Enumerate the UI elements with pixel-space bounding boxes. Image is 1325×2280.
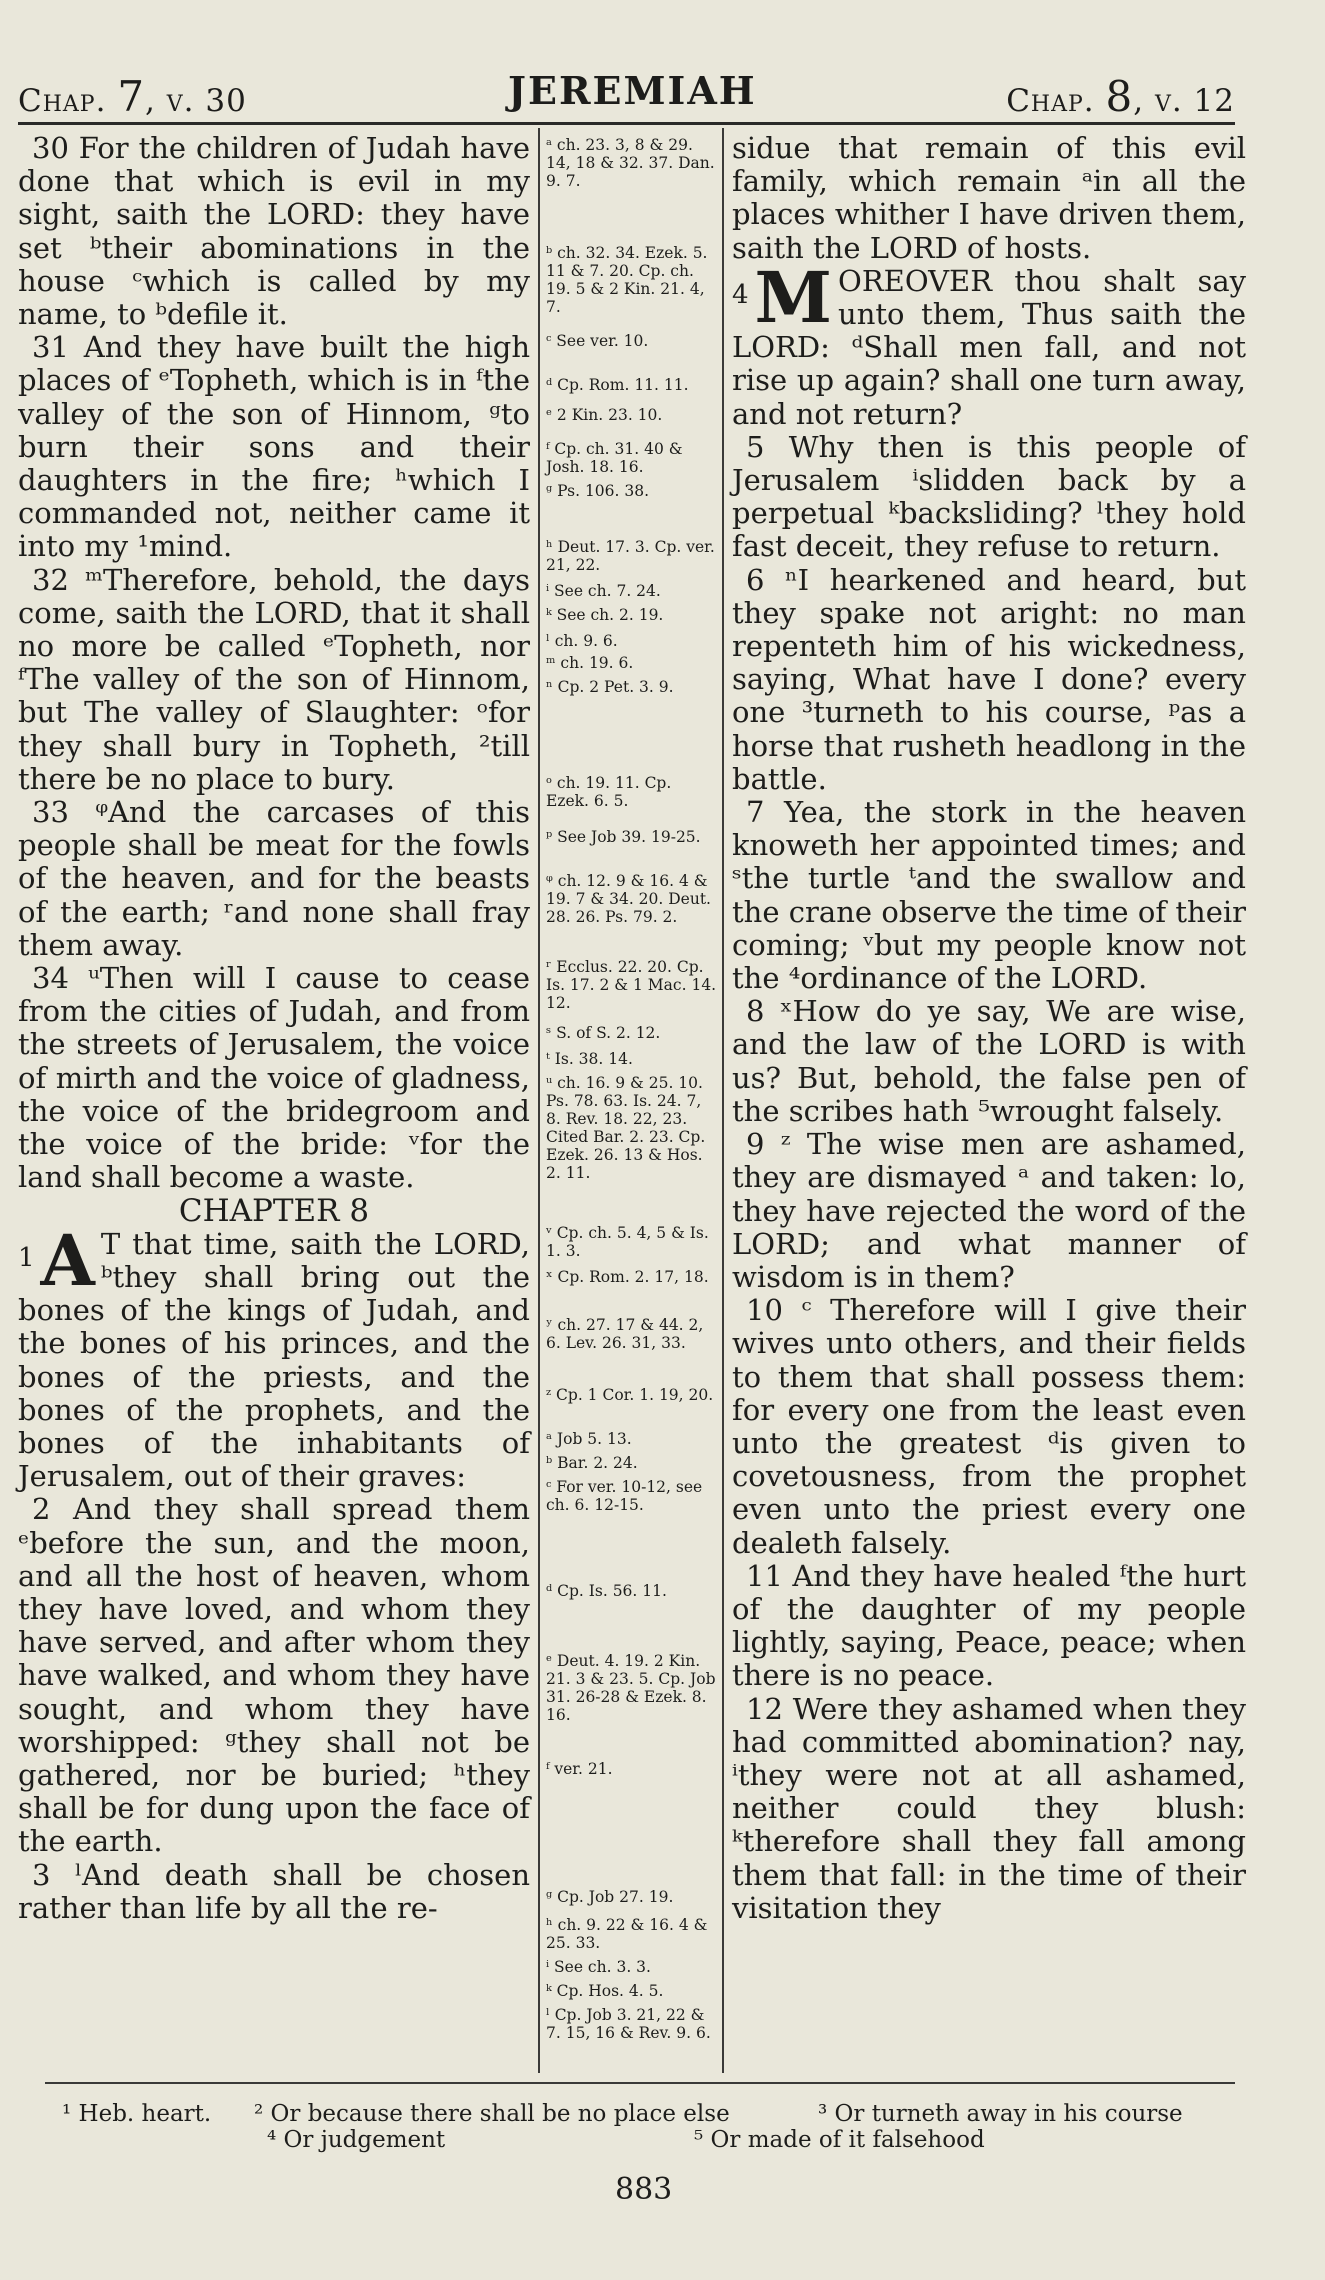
footnote-1: ¹ Heb. heart. (62, 2101, 212, 2127)
cross-reference: ⁿ Cp. 2 Pet. 3. 9. (546, 678, 674, 696)
cross-reference: ᵃ Job 5. 13. (546, 1430, 632, 1448)
cross-reference: ᵗ Is. 38. 14. (546, 1050, 633, 1068)
verse-8-4-number: 4 (732, 279, 749, 310)
cross-reference: ᵉ Deut. 4. 19. 2 Kin. 21. 3 & 23. 5. Cp. Job 31. 26-28 & Ezek. 8. 16. (546, 1652, 716, 1724)
verse-7-31: 31 And they have built the high places of ᵉTopheth, which is in ᶠthe valley of the son of Hinnom, ᵍto burn their sons and their daughters in the fire; ʰwhich I commanded not, neither came it into my ¹mind. (18, 330, 530, 564)
header-right-chap: Chap. (1006, 83, 1095, 119)
verse-8-1-text: T that time, saith the LORD, ᵇthey shall bring out the bones of the kings of Judah, and the bones of his princes, and the bones of the priests, and the bones of the prophets, and the bones of the inhabitants of Jerusalem, out of their graves: (18, 1226, 530, 1494)
column-divider-right (722, 128, 724, 2073)
cross-reference: ᵉ 2 Kin. 23. 10. (546, 406, 663, 424)
verse-8-12: 12 Were they ashamed when they had committed abomination? nay, ⁱthey were not at all ashamed, neither could they blush: ᵏtherefore shall they fall among them that fall: in the time of their visitation they (732, 1691, 1246, 1925)
verse-8-8: 8 ˣHow do ye say, We are wise, and the law of the LORD is with us? But, behold, the false pen of the scribes hath ⁵wrought falsely. (732, 994, 1246, 1128)
verse-8-2: 2 And they shall spread them ᵉbefore the sun, and the moon, and all the host of heaven, whom they have loved, and whom they have served, and after whom they have walked, and whom they have sought, and whom they have worshipped: ᵍthey shall not be gathered, nor be buried; ʰthey shall be for dung upon the face of the earth. (18, 1492, 530, 1859)
cross-reference: ʰ Deut. 17. 3. Cp. ver. 21, 22. (546, 538, 715, 574)
verse-7-33: 33 ᵠAnd the carcases of this people shall be meat for the fowls of the heaven, and for the beasts of the earth; ʳand none shall fray them away. (18, 795, 530, 962)
cross-reference: ʰ ch. 9. 22 & 16. 4 & 25. 33. (546, 1916, 708, 1952)
verse-7-32: 32 ᵐTherefore, behold, the days come, saith the LORD, that it shall no more be called ᵉTopheth, nor ᶠThe valley of the son of Hinnom, but The valley of Slaughter: ᵒfor they shall bury in Topheth, ²till there be no place to bury. (18, 562, 530, 796)
header-left-verse: , v. 30 (145, 83, 247, 119)
cross-reference: ᶻ Cp. 1 Cor. 1. 19, 20. (546, 1386, 714, 1404)
cross-reference: ⁱ See ch. 3. 3. (546, 1958, 651, 1976)
cross-reference: ᵛ Cp. ch. 5. 4, 5 & Is. 1. 3. (546, 1224, 709, 1260)
header-right-reference (1006, 72, 1235, 121)
running-header (18, 62, 1235, 122)
footnote-4: ⁴ Or judgement (267, 2127, 446, 2153)
verse-8-4 (732, 255, 1246, 431)
cross-reference: ʸ ch. 27. 17 & 44. 2, 6. Lev. 26. 31, 33. (546, 1316, 704, 1352)
footnote-3: ³ Or turneth away in his course (818, 2101, 1183, 2127)
cross-reference: ᶜ See ver. 10. (546, 332, 649, 350)
verse-7-34: 34 ᵘThen will I cause to cease from the cities of Judah, and from the streets of Jerusalem, the voice of mirth and the voice of gladness, the voice of the bridegroom and the voice of the bride: ᵛfor the land shall become a waste. (18, 961, 530, 1195)
verse-8-5: 5 Why then is this people of Jerusalem ⁱslidden back by a perpetual ᵏbacksliding? ˡthey hold fast deceit, they refuse to return. (732, 429, 1246, 564)
cross-reference: ᶠ Cp. ch. 31. 40 & Josh. 18. 16. (546, 440, 683, 476)
cross-reference: ᵈ Cp. Rom. 11. 11. (546, 376, 689, 394)
verse-8-9: 9 ᶻ The wise men are ashamed, they are dismayed ᵃ and taken: lo, they have rejected the word of the LORD; and what manner of wisdom is in them? (732, 1127, 1246, 1294)
cross-reference: ᵘ ch. 16. 9 & 25. 10. Ps. 78. 63. Is. 24. 7, 8. Rev. 18. 22, 23. Cited Bar. 2. 23. Cp. Ezek. 26. 13 & Hos. 2. 11. (546, 1074, 706, 1182)
verse-8-7: 7 Yea, the stork in the heaven knoweth her appointed times; and ˢthe turtle ᵗand the swallow and the crane observe the time of their coming; ᵛbut my people know not the ⁴ordinance of the LORD. (732, 795, 1246, 996)
cross-reference: ᵍ Cp. Job 27. 19. (546, 1888, 674, 1906)
verse-8-3-continued: sidue that remain of this evil family, which remain ᵃin all the places whither I have driven them, saith the LORD of hosts. (732, 131, 1246, 265)
column-divider-left (538, 128, 540, 2073)
cross-reference: ᶜ For ver. 10-12, see ch. 6. 12-15. (546, 1478, 703, 1514)
header-left-chap: Chap. (18, 83, 107, 119)
drop-cap-m: M (754, 255, 833, 339)
header-left-reference (18, 72, 247, 121)
cross-reference: ʳ Ecclus. 22. 20. Cp. Is. 17. 2 & 1 Mac. 14. 12. (546, 958, 717, 1012)
header-left-chapter-number: 7 (117, 72, 146, 121)
cross-reference: ᵇ Bar. 2. 24. (546, 1454, 638, 1472)
chapter-heading: CHAPTER 8 (178, 1192, 370, 1229)
cross-reference: ˡ Cp. Job 3. 21, 22 & 7. 15, 16 & Rev. 9. 6. (546, 2006, 711, 2042)
cross-reference: ᵈ Cp. Is. 56. 11. (546, 1582, 667, 1600)
left-text-column (18, 132, 530, 1925)
right-text-column (732, 132, 1246, 1925)
verse-8-10: 10 ᶜ Therefore will I give their wives unto others, and their fields to them that shall possess them: for every one from the least even unto the greatest ᵈis given to covetousness, from the prophet even unto the priest every one dealeth falsely. (732, 1293, 1246, 1560)
header-right-chapter-number: 8 (1105, 72, 1134, 121)
cross-reference: ˡ ch. 9. 6. (546, 632, 618, 650)
verse-7-30: 30 For the children of Judah have done that which is evil in my sight, saith the LORD: they have set ᵇtheir abominations in the house ᶜwhich is called by my name, to ᵇdefile it. (18, 131, 530, 332)
verse-8-3: 3 ˡAnd death shall be chosen rather than life by all the re- (18, 1857, 530, 1925)
cross-reference: ᵍ Ps. 106. 38. (546, 482, 650, 500)
cross-reference: ᵃ ch. 23. 3, 8 & 29. 14, 18 & 32. 37. Dan. 9. 7. (546, 136, 715, 190)
footnote-5: ⁵ Or made of it falsehood (694, 2127, 985, 2153)
cross-reference: ᵏ Cp. Hos. 4. 5. (546, 1982, 664, 2000)
cross-reference: ᶠ ver. 21. (546, 1760, 613, 1778)
cross-reference: ᵇ ch. 32. 34. Ezek. 5. 11 & 7. 20. Cp. ch. 19. 5 & 2 Kin. 21. 4, 7. (546, 244, 708, 316)
header-rule (18, 122, 1235, 125)
book-title: JEREMIAH (508, 68, 757, 113)
verse-8-11: 11 And they have healed ᶠthe hurt of the daughter of my people lightly, saying, Peace, peace; when there is no peace. (732, 1558, 1246, 1693)
cross-reference: ˣ Cp. Rom. 2. 17, 18. (546, 1268, 709, 1286)
footnote-rule (45, 2082, 1235, 2084)
cross-reference: ˢ S. of S. 2. 12. (546, 1024, 661, 1042)
verse-8-4-text: OREOVER thou shalt say unto them, Thus saith the LORD: ᵈShall men fall, and not rise up again? shall one turn away, and not return? (732, 263, 1246, 431)
drop-cap-a: A (40, 1218, 95, 1302)
verse-8-1-number: 1 (18, 1242, 35, 1273)
cross-reference: ᵐ ch. 19. 6. (546, 654, 634, 672)
verse-8-6: 6 ⁿI hearkened and heard, but they spake not aright: no man repenteth him of his wickedness, saying, What have I done? every one ³turneth to his course, ᵖas a horse that rusheth headlong in the battle. (732, 562, 1246, 796)
page-number: 883 (615, 2172, 673, 2207)
cross-reference: ᵏ See ch. 2. 19. (546, 606, 664, 624)
cross-reference: ᵠ ch. 12. 9 & 16. 4 & 19. 7 & 34. 20. Deut. 28. 26. Ps. 79. 2. (546, 872, 711, 926)
cross-reference: ᵖ See Job 39. 19-25. (546, 828, 701, 846)
header-right-verse: , v. 12 (1133, 83, 1235, 119)
cross-reference: ⁱ See ch. 7. 24. (546, 582, 661, 600)
footnote-2: ² Or because there shall be no place else (254, 2101, 730, 2127)
cross-reference: ᵒ ch. 19. 11. Cp. Ezek. 6. 5. (546, 774, 672, 810)
verse-8-1 (18, 1218, 530, 1494)
